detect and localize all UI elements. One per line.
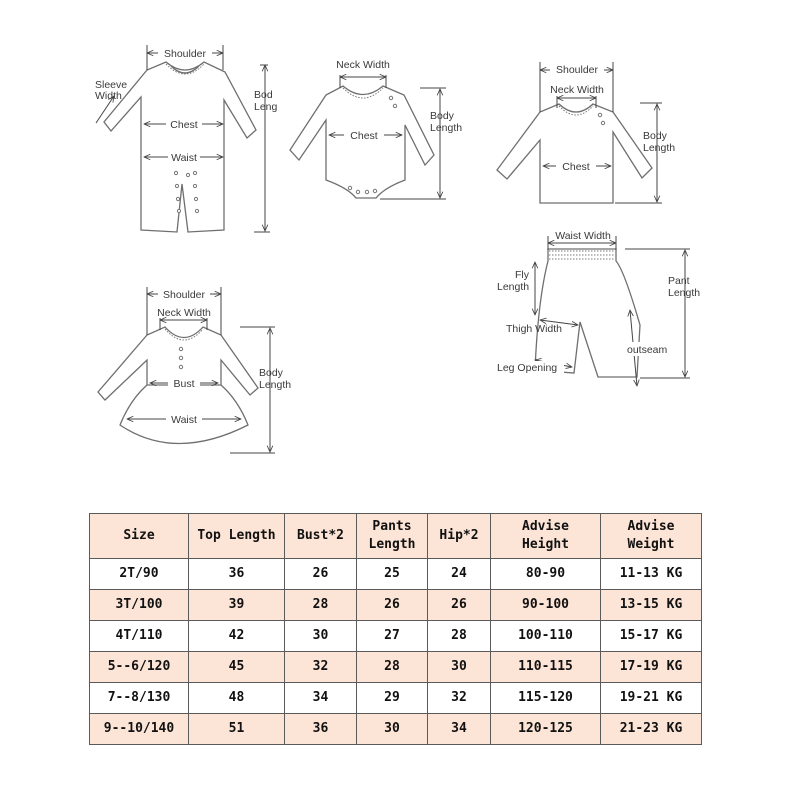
table-cell: 45: [189, 652, 285, 683]
table-cell: 110-115: [491, 652, 601, 683]
table-cell: 80-90: [491, 559, 601, 590]
table-cell: 28: [285, 590, 357, 621]
table-cell: 36: [189, 559, 285, 590]
table-cell: 90-100: [491, 590, 601, 621]
header-text: Advise: [522, 519, 569, 534]
header-text: Bust*2: [297, 528, 344, 543]
table-cell: 26: [428, 590, 491, 621]
size-chart-table: [89, 513, 702, 745]
shirt-length-label: Length: [643, 142, 676, 154]
table-cell: 19-21 KG: [601, 683, 702, 714]
bodysuit-neck-width-label: Neck Width: [336, 59, 390, 71]
bodysuit-length-label: Length: [430, 122, 463, 134]
header-cell: [601, 514, 702, 559]
table-cell: 120-125: [491, 714, 601, 745]
header-cell: [428, 514, 491, 559]
table-cell: 51: [189, 714, 285, 745]
bodysuit-chest-label: Chest: [350, 130, 378, 142]
table-cell: 115-120: [491, 683, 601, 714]
table-cell: 26: [285, 559, 357, 590]
shirt-chest-label: Chest: [562, 161, 590, 173]
pants-leg-opening-label: Leg Opening: [497, 362, 558, 374]
shirt-body-label: Body: [643, 130, 667, 142]
pants-thigh-width-label: Thigh Width: [506, 323, 563, 335]
table-cell: 25: [357, 559, 428, 590]
table-cell: 30: [428, 652, 491, 683]
size-chart-body: [90, 559, 702, 745]
table-cell: 36: [285, 714, 357, 745]
table-cell: 28: [357, 652, 428, 683]
romper-length-label: Leng: [254, 101, 278, 113]
table-cell: 48: [189, 683, 285, 714]
table-cell: 13-15 KG: [601, 590, 702, 621]
pants-pant-length-label: Length: [668, 287, 701, 299]
pants-pant-label: Pant: [668, 275, 690, 287]
dress-waist-label: Waist: [171, 414, 197, 426]
header-cell: [90, 514, 189, 559]
table-cell: 30: [285, 621, 357, 652]
table-cell: 26: [357, 590, 428, 621]
table-cell: 2T/90: [90, 559, 189, 590]
dress-diagram: [98, 287, 291, 453]
table-row: [90, 559, 702, 590]
table-cell: 29: [357, 683, 428, 714]
bodysuit-body-label: Body: [430, 110, 454, 122]
shirt-outline: [497, 104, 652, 203]
table-cell: 39: [189, 590, 285, 621]
table-row: [90, 714, 702, 745]
romper-waist-label: Waist: [171, 152, 197, 164]
romper-sleeve-width-label: Width: [95, 90, 122, 102]
table-cell: 5--6/120: [90, 652, 189, 683]
table-cell: 17-19 KG: [601, 652, 702, 683]
header-text: Size: [123, 528, 155, 543]
romper-sleeve-label: Sleeve: [95, 79, 128, 91]
table-cell: 100-110: [491, 621, 601, 652]
header-cell: [189, 514, 285, 559]
header-text: Pants: [372, 519, 412, 534]
table-row: [90, 590, 702, 621]
pants-outline: [535, 249, 640, 377]
table-cell: 21-23 KG: [601, 714, 702, 745]
shirt-shoulder-label: Shoulder: [555, 64, 599, 76]
header-cell: [357, 514, 428, 559]
romper-chest-label: Chest: [170, 119, 198, 131]
dress-shoulder-label: Shoulder: [162, 289, 206, 301]
header-cell: [285, 514, 357, 559]
header-text: Length: [368, 537, 416, 552]
table-cell: 11-13 KG: [601, 559, 702, 590]
dress-neck-width-label: Neck Width: [157, 307, 211, 319]
table-cell: 7--8/130: [90, 683, 189, 714]
table-cell: 24: [428, 559, 491, 590]
table-cell: 30: [357, 714, 428, 745]
dress-length-label: Length: [259, 379, 292, 391]
table-cell: 32: [428, 683, 491, 714]
romper-diagram: [95, 45, 278, 232]
table-cell: 9--10/140: [90, 714, 189, 745]
romper-body-label: Bod: [254, 89, 273, 101]
bodysuit-diagram: [290, 59, 462, 199]
table-cell: 42: [189, 621, 285, 652]
table-row: [90, 621, 702, 652]
romper-shoulder-label: Shoulder: [163, 48, 207, 60]
table-cell: 3T/100: [90, 590, 189, 621]
table-cell: 28: [428, 621, 491, 652]
table-cell: 34: [428, 714, 491, 745]
header-text: Weight: [627, 537, 675, 552]
size-chart-header: [90, 514, 702, 559]
pants-outseam-label: outseam: [627, 344, 668, 356]
header-text: Advise: [627, 519, 675, 534]
header-row: [90, 514, 702, 559]
header-text: Hip*2: [439, 528, 479, 543]
table-cell: 4T/110: [90, 621, 189, 652]
shirt-neck-width-label: Neck Width: [550, 84, 604, 96]
dress-bust-label: Bust: [173, 378, 195, 390]
pants-diagram: [496, 230, 700, 386]
table-cell: 27: [357, 621, 428, 652]
table-row: [90, 683, 702, 714]
table-cell: 15-17 KG: [601, 621, 702, 652]
table-row: [90, 652, 702, 683]
header-cell: [491, 514, 601, 559]
pants-waist-width-label: Waist Width: [555, 230, 611, 242]
dress-body-label: Body: [259, 367, 283, 379]
table-cell: 32: [285, 652, 357, 683]
shirt-diagram: [497, 62, 675, 203]
pants-fly-label: Fly: [515, 269, 529, 281]
table-cell: 34: [285, 683, 357, 714]
pants-fly-length-label: Length: [497, 281, 530, 293]
header-text: Top Length: [197, 528, 276, 543]
header-text: Height: [522, 537, 569, 552]
